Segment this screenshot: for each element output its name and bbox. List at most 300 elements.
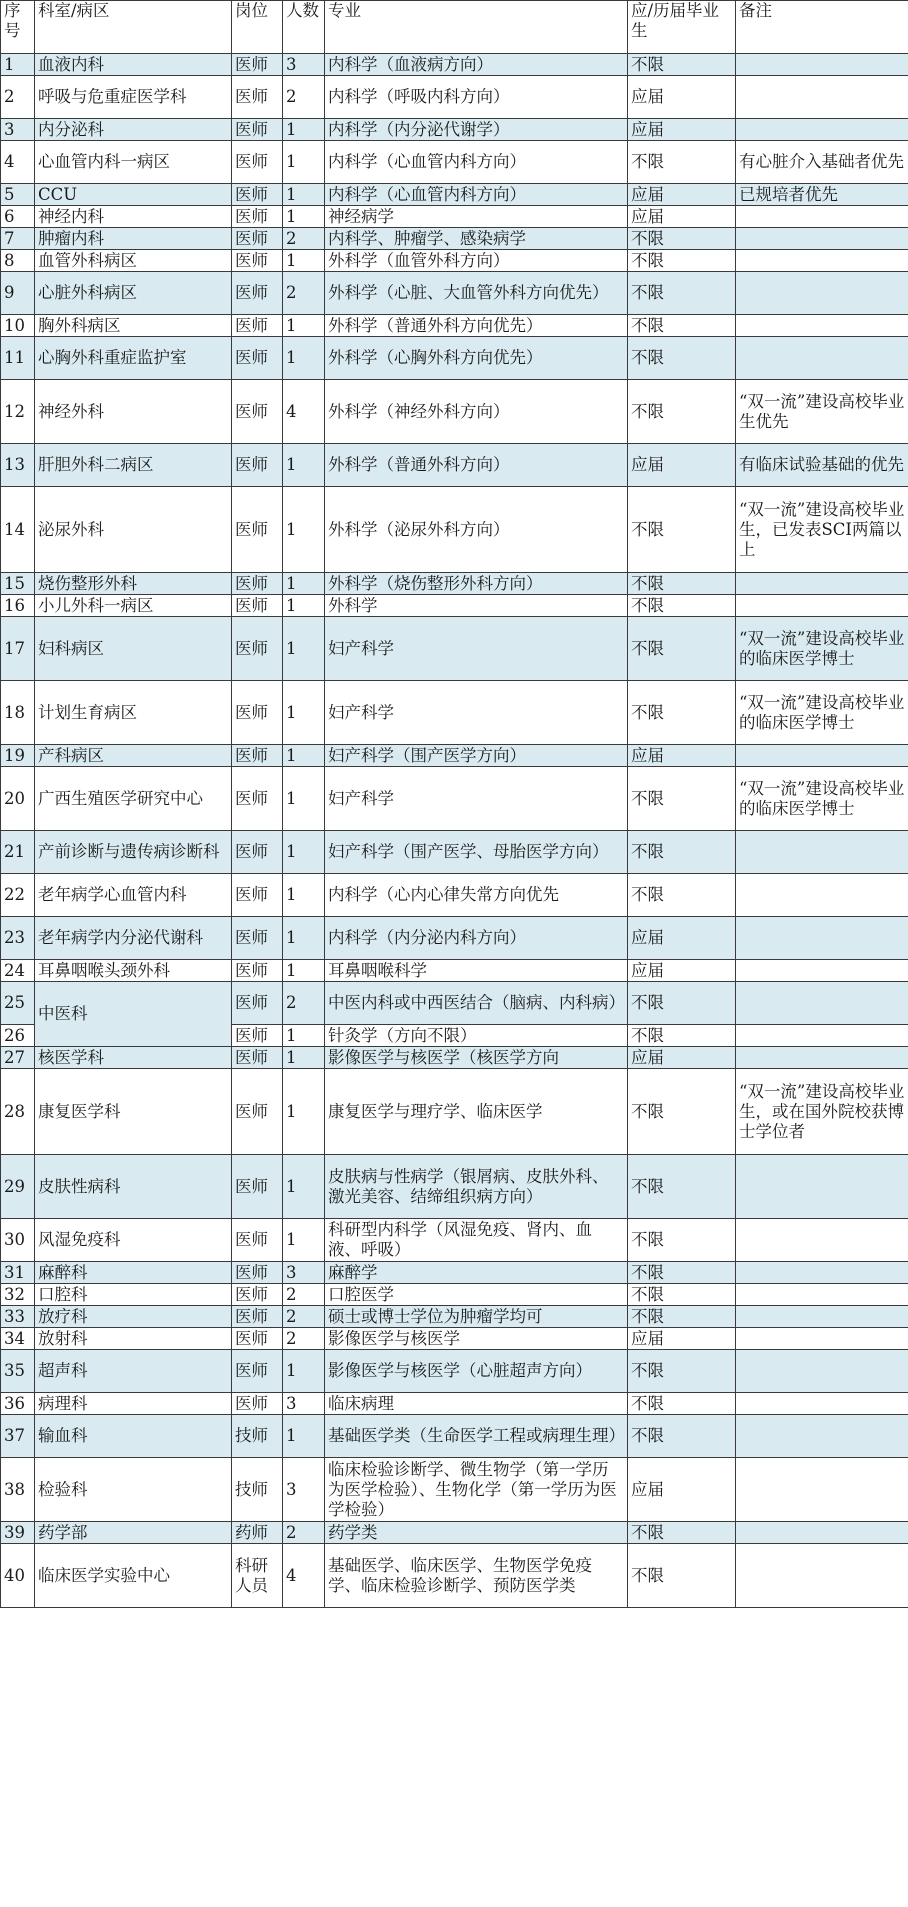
cell-note — [736, 1047, 908, 1069]
cell-note: “双一流”建设高校毕业的临床医学博士 — [736, 617, 908, 681]
cell-count: 3 — [283, 1393, 325, 1415]
table-row — [1, 1262, 908, 1284]
cell-grad: 不限 — [628, 228, 736, 250]
cell-seq: 7 — [1, 228, 35, 250]
cell-post: 医师 — [232, 206, 283, 228]
cell-seq: 36 — [1, 1393, 35, 1415]
cell-count: 2 — [283, 228, 325, 250]
cell-post: 药师 — [232, 1522, 283, 1544]
cell-note — [736, 1522, 908, 1544]
cell-post: 医师 — [232, 1219, 283, 1262]
cell-seq: 2 — [1, 76, 35, 119]
header-count: 人数 — [283, 1, 325, 54]
cell-post: 医师 — [232, 1047, 283, 1069]
cell-count: 1 — [283, 184, 325, 206]
cell-grad: 不限 — [628, 250, 736, 272]
cell-count: 1 — [283, 1415, 325, 1458]
cell-grad: 不限 — [628, 1544, 736, 1608]
table-row — [1, 1328, 908, 1350]
cell-post: 医师 — [232, 1069, 283, 1155]
cell-count: 3 — [283, 54, 325, 76]
cell-note — [736, 1393, 908, 1415]
cell-count: 1 — [283, 1047, 325, 1069]
cell-dept: 血液内科 — [35, 54, 232, 76]
cell-grad: 不限 — [628, 1350, 736, 1393]
cell-note: 已规培者优先 — [736, 184, 908, 206]
cell-note: “双一流”建设高校毕业生，已发表SCI两篇以上 — [736, 487, 908, 573]
cell-note — [736, 119, 908, 141]
cell-grad: 应届 — [628, 444, 736, 487]
cell-count: 1 — [283, 1219, 325, 1262]
cell-grad: 不限 — [628, 1069, 736, 1155]
cell-note — [736, 595, 908, 617]
cell-count: 1 — [283, 917, 325, 960]
table-row — [1, 337, 908, 380]
cell-grad: 不限 — [628, 1262, 736, 1284]
table-row — [1, 119, 908, 141]
cell-grad: 不限 — [628, 573, 736, 595]
cell-dept: 核医学科 — [35, 1047, 232, 1069]
cell-dept: 口腔科 — [35, 1284, 232, 1306]
cell-seq: 24 — [1, 960, 35, 982]
cell-major: 内科学（内分泌内科方向） — [325, 917, 628, 960]
table-row — [1, 380, 908, 444]
cell-seq: 22 — [1, 874, 35, 917]
cell-count: 1 — [283, 337, 325, 380]
cell-dept: 耳鼻咽喉头颈外科 — [35, 960, 232, 982]
cell-dept: 广西生殖医学研究中心 — [35, 767, 232, 831]
cell-major: 外科学（泌尿外科方向） — [325, 487, 628, 573]
table-row — [1, 1393, 908, 1415]
cell-count: 2 — [283, 272, 325, 315]
cell-post: 医师 — [232, 1284, 283, 1306]
header-grad: 应/历届毕业生 — [628, 1, 736, 54]
cell-post: 医师 — [232, 617, 283, 681]
cell-major: 内科学（内分泌代谢学） — [325, 119, 628, 141]
cell-post: 技师 — [232, 1415, 283, 1458]
cell-major: 外科学（心胸外科方向优先） — [325, 337, 628, 380]
cell-dept: 心胸外科重症监护室 — [35, 337, 232, 380]
cell-count: 1 — [283, 119, 325, 141]
cell-dept: 风湿免疫科 — [35, 1219, 232, 1262]
cell-dept: 临床医学实验中心 — [35, 1544, 232, 1608]
cell-dept: 康复医学科 — [35, 1069, 232, 1155]
table-row — [1, 228, 908, 250]
cell-note — [736, 1155, 908, 1219]
cell-note — [736, 1544, 908, 1608]
cell-dept: 肿瘤内科 — [35, 228, 232, 250]
cell-note — [736, 831, 908, 874]
cell-major: 影像医学与核医学（核医学方向 — [325, 1047, 628, 1069]
cell-major: 中医内科或中西医结合（脑病、内科病） — [325, 982, 628, 1025]
cell-dept: 神经外科 — [35, 380, 232, 444]
table-row — [1, 54, 908, 76]
cell-note — [736, 960, 908, 982]
cell-major: 内科学、肿瘤学、感染病学 — [325, 228, 628, 250]
table-row — [1, 982, 908, 1025]
cell-grad: 不限 — [628, 617, 736, 681]
cell-major: 临床病理 — [325, 1393, 628, 1415]
cell-dept: CCU — [35, 184, 232, 206]
cell-major: 外科学（神经外科方向） — [325, 380, 628, 444]
cell-dept: 小儿外科一病区 — [35, 595, 232, 617]
cell-dept: 胸外科病区 — [35, 315, 232, 337]
cell-grad: 不限 — [628, 337, 736, 380]
cell-seq: 12 — [1, 380, 35, 444]
cell-note — [736, 1415, 908, 1458]
cell-seq: 27 — [1, 1047, 35, 1069]
cell-count: 1 — [283, 487, 325, 573]
cell-post: 医师 — [232, 595, 283, 617]
cell-grad: 应届 — [628, 76, 736, 119]
cell-seq: 31 — [1, 1262, 35, 1284]
table-row — [1, 444, 908, 487]
cell-dept: 老年病学内分泌代谢科 — [35, 917, 232, 960]
cell-note — [736, 982, 908, 1025]
cell-note — [736, 250, 908, 272]
cell-seq: 4 — [1, 141, 35, 184]
cell-grad: 应届 — [628, 119, 736, 141]
cell-count: 2 — [283, 76, 325, 119]
cell-major: 皮肤病与性病学（银屑病、皮肤外科、激光美容、结缔组织病方向） — [325, 1155, 628, 1219]
cell-grad: 不限 — [628, 380, 736, 444]
cell-dept: 妇科病区 — [35, 617, 232, 681]
table-row — [1, 1069, 908, 1155]
table-row — [1, 250, 908, 272]
cell-grad: 不限 — [628, 487, 736, 573]
cell-grad: 应届 — [628, 745, 736, 767]
cell-grad: 不限 — [628, 315, 736, 337]
cell-major: 耳鼻咽喉科学 — [325, 960, 628, 982]
cell-grad: 不限 — [628, 1219, 736, 1262]
cell-count: 1 — [283, 874, 325, 917]
cell-note — [736, 272, 908, 315]
header-seq: 序号 — [1, 1, 35, 54]
table-row — [1, 141, 908, 184]
table-row — [1, 874, 908, 917]
header-post: 岗位 — [232, 1, 283, 54]
cell-grad: 不限 — [628, 874, 736, 917]
cell-dept: 计划生育病区 — [35, 681, 232, 745]
cell-note: “双一流”建设高校毕业的临床医学博士 — [736, 681, 908, 745]
cell-post: 医师 — [232, 831, 283, 874]
cell-grad: 应届 — [628, 1458, 736, 1522]
cell-seq: 18 — [1, 681, 35, 745]
cell-major: 妇产科学 — [325, 617, 628, 681]
cell-note — [736, 1262, 908, 1284]
cell-note — [736, 874, 908, 917]
cell-grad: 不限 — [628, 1025, 736, 1047]
cell-seq: 33 — [1, 1306, 35, 1328]
cell-post: 医师 — [232, 1306, 283, 1328]
cell-seq: 25 — [1, 982, 35, 1025]
cell-major: 口腔医学 — [325, 1284, 628, 1306]
table-row — [1, 1306, 908, 1328]
header-row — [1, 1, 908, 54]
table-row — [1, 1522, 908, 1544]
cell-count: 1 — [283, 1069, 325, 1155]
cell-note — [736, 917, 908, 960]
cell-seq: 6 — [1, 206, 35, 228]
cell-major: 外科学（血管外科方向） — [325, 250, 628, 272]
cell-count: 2 — [283, 1522, 325, 1544]
cell-count: 1 — [283, 206, 325, 228]
table-row — [1, 487, 908, 573]
cell-major: 康复医学与理疗学、临床医学 — [325, 1069, 628, 1155]
cell-post: 医师 — [232, 681, 283, 745]
cell-dept: 呼吸与危重症医学科 — [35, 76, 232, 119]
cell-grad: 应届 — [628, 1328, 736, 1350]
table-row — [1, 573, 908, 595]
cell-dept: 血管外科病区 — [35, 250, 232, 272]
cell-count: 1 — [283, 315, 325, 337]
cell-count: 2 — [283, 982, 325, 1025]
cell-count: 1 — [283, 141, 325, 184]
cell-grad: 应届 — [628, 1047, 736, 1069]
cell-note: “双一流”建设高校毕业生优先 — [736, 380, 908, 444]
cell-dept: 放射科 — [35, 1328, 232, 1350]
cell-count: 4 — [283, 1544, 325, 1608]
cell-major: 硕士或博士学位为肿瘤学均可 — [325, 1306, 628, 1328]
cell-dept: 老年病学心血管内科 — [35, 874, 232, 917]
cell-post: 技师 — [232, 1458, 283, 1522]
cell-count: 1 — [283, 960, 325, 982]
cell-dept: 肝胆外科二病区 — [35, 444, 232, 487]
cell-grad: 应届 — [628, 917, 736, 960]
cell-post: 医师 — [232, 874, 283, 917]
cell-note — [736, 337, 908, 380]
cell-seq: 1 — [1, 54, 35, 76]
table-row — [1, 960, 908, 982]
cell-count: 2 — [283, 1284, 325, 1306]
cell-note — [736, 1328, 908, 1350]
cell-post: 医师 — [232, 228, 283, 250]
table-row — [1, 595, 908, 617]
cell-seq: 11 — [1, 337, 35, 380]
cell-grad: 不限 — [628, 681, 736, 745]
table-row — [1, 681, 908, 745]
cell-post: 医师 — [232, 1328, 283, 1350]
cell-post: 医师 — [232, 184, 283, 206]
cell-post: 医师 — [232, 315, 283, 337]
table-row — [1, 315, 908, 337]
cell-note — [736, 1284, 908, 1306]
cell-post: 医师 — [232, 54, 283, 76]
cell-dept: 超声科 — [35, 1350, 232, 1393]
cell-seq: 38 — [1, 1458, 35, 1522]
table-row — [1, 917, 908, 960]
cell-post: 医师 — [232, 1393, 283, 1415]
cell-major: 针灸学（方向不限） — [325, 1025, 628, 1047]
cell-seq: 29 — [1, 1155, 35, 1219]
cell-post: 科研人员 — [232, 1544, 283, 1608]
cell-dept: 烧伤整形外科 — [35, 573, 232, 595]
cell-post: 医师 — [232, 745, 283, 767]
table-row — [1, 1350, 908, 1393]
cell-seq: 14 — [1, 487, 35, 573]
cell-post: 医师 — [232, 119, 283, 141]
cell-seq: 23 — [1, 917, 35, 960]
cell-seq: 26 — [1, 1025, 35, 1047]
cell-seq: 5 — [1, 184, 35, 206]
cell-count: 1 — [283, 1025, 325, 1047]
cell-count: 1 — [283, 1350, 325, 1393]
cell-grad: 应届 — [628, 184, 736, 206]
cell-dept: 心脏外科病区 — [35, 272, 232, 315]
cell-major: 外科学（普通外科方向） — [325, 444, 628, 487]
cell-count: 4 — [283, 380, 325, 444]
cell-dept: 产前诊断与遗传病诊断科 — [35, 831, 232, 874]
cell-dept: 心血管内科一病区 — [35, 141, 232, 184]
cell-seq: 9 — [1, 272, 35, 315]
table-row — [1, 831, 908, 874]
cell-note — [736, 745, 908, 767]
table-row — [1, 184, 908, 206]
cell-grad: 不限 — [628, 1155, 736, 1219]
cell-major: 神经病学 — [325, 206, 628, 228]
cell-dept: 泌尿外科 — [35, 487, 232, 573]
cell-seq: 28 — [1, 1069, 35, 1155]
cell-major: 妇产科学 — [325, 767, 628, 831]
header-note: 备注 — [736, 1, 908, 54]
cell-dept: 检验科 — [35, 1458, 232, 1522]
cell-count: 1 — [283, 767, 325, 831]
cell-count: 1 — [283, 831, 325, 874]
cell-major: 外科学（烧伤整形外科方向） — [325, 573, 628, 595]
cell-major: 影像医学与核医学（心脏超声方向） — [325, 1350, 628, 1393]
table-row — [1, 1284, 908, 1306]
cell-seq: 21 — [1, 831, 35, 874]
cell-count: 1 — [283, 681, 325, 745]
cell-post: 医师 — [232, 250, 283, 272]
cell-count: 1 — [283, 444, 325, 487]
cell-dept: 皮肤性病科 — [35, 1155, 232, 1219]
cell-grad: 不限 — [628, 141, 736, 184]
cell-count: 1 — [283, 250, 325, 272]
cell-grad: 不限 — [628, 1284, 736, 1306]
cell-major: 内科学（呼吸内科方向） — [325, 76, 628, 119]
cell-count: 1 — [283, 573, 325, 595]
cell-note — [736, 315, 908, 337]
table-row — [1, 1047, 908, 1069]
cell-grad: 不限 — [628, 1306, 736, 1328]
cell-post: 医师 — [232, 337, 283, 380]
cell-post: 医师 — [232, 1155, 283, 1219]
table-row — [1, 1155, 908, 1219]
cell-count: 2 — [283, 1328, 325, 1350]
cell-grad: 不限 — [628, 595, 736, 617]
cell-seq: 30 — [1, 1219, 35, 1262]
cell-count: 1 — [283, 745, 325, 767]
cell-major: 内科学（心血管内科方向） — [325, 184, 628, 206]
cell-major: 内科学（心内心律失常方向优先 — [325, 874, 628, 917]
cell-note — [736, 1025, 908, 1047]
cell-note — [736, 228, 908, 250]
cell-note: 有临床试验基础的优先 — [736, 444, 908, 487]
cell-major: 麻醉学 — [325, 1262, 628, 1284]
cell-major: 影像医学与核医学 — [325, 1328, 628, 1350]
cell-post: 医师 — [232, 767, 283, 831]
cell-grad: 不限 — [628, 767, 736, 831]
cell-count: 2 — [283, 1306, 325, 1328]
cell-post: 医师 — [232, 917, 283, 960]
cell-seq: 40 — [1, 1544, 35, 1608]
cell-major: 基础医学类（生命医学工程或病理生理） — [325, 1415, 628, 1458]
cell-major: 科研型内科学（风湿免疫、肾内、血液、呼吸） — [325, 1219, 628, 1262]
table-row — [1, 1458, 908, 1522]
cell-major: 外科学 — [325, 595, 628, 617]
table-row — [1, 76, 908, 119]
cell-dept: 病理科 — [35, 1393, 232, 1415]
cell-post: 医师 — [232, 380, 283, 444]
cell-note — [736, 1306, 908, 1328]
cell-grad: 不限 — [628, 1393, 736, 1415]
cell-grad: 不限 — [628, 1522, 736, 1544]
cell-seq: 8 — [1, 250, 35, 272]
cell-grad: 不限 — [628, 54, 736, 76]
cell-dept: 输血科 — [35, 1415, 232, 1458]
cell-post: 医师 — [232, 573, 283, 595]
cell-note: “双一流”建设高校毕业生，或在国外院校获博士学位者 — [736, 1069, 908, 1155]
cell-count: 3 — [283, 1458, 325, 1522]
cell-dept: 产科病区 — [35, 745, 232, 767]
cell-post: 医师 — [232, 272, 283, 315]
cell-seq: 37 — [1, 1415, 35, 1458]
cell-seq: 13 — [1, 444, 35, 487]
cell-major: 内科学（心血管内科方向） — [325, 141, 628, 184]
cell-seq: 16 — [1, 595, 35, 617]
cell-major: 内科学（血液病方向） — [325, 54, 628, 76]
cell-note: 有心脏介入基础者优先 — [736, 141, 908, 184]
cell-major: 药学类 — [325, 1522, 628, 1544]
cell-major: 基础医学、临床医学、生物医学免疫学、临床检验诊断学、预防医学类 — [325, 1544, 628, 1608]
cell-note — [736, 54, 908, 76]
table-row — [1, 617, 908, 681]
cell-major: 妇产科学 — [325, 681, 628, 745]
cell-post: 医师 — [232, 76, 283, 119]
cell-seq: 3 — [1, 119, 35, 141]
table-row — [1, 1219, 908, 1262]
cell-note — [736, 1458, 908, 1522]
cell-major: 妇产科学（围产医学、母胎医学方向） — [325, 831, 628, 874]
cell-post: 医师 — [232, 487, 283, 573]
cell-seq: 32 — [1, 1284, 35, 1306]
cell-post: 医师 — [232, 141, 283, 184]
cell-post: 医师 — [232, 1350, 283, 1393]
cell-post: 医师 — [232, 982, 283, 1025]
table-row — [1, 206, 908, 228]
cell-seq: 20 — [1, 767, 35, 831]
cell-post: 医师 — [232, 960, 283, 982]
cell-dept: 放疗科 — [35, 1306, 232, 1328]
table-row — [1, 745, 908, 767]
table-row — [1, 767, 908, 831]
cell-seq: 10 — [1, 315, 35, 337]
cell-grad: 不限 — [628, 272, 736, 315]
cell-dept: 神经内科 — [35, 206, 232, 228]
cell-grad: 不限 — [628, 1415, 736, 1458]
cell-dept: 中医科 — [35, 982, 232, 1047]
table-row — [1, 1415, 908, 1458]
header-dept: 科室/病区 — [35, 1, 232, 54]
cell-post: 医师 — [232, 1262, 283, 1284]
cell-count: 1 — [283, 595, 325, 617]
cell-count: 1 — [283, 617, 325, 681]
cell-note — [736, 1219, 908, 1262]
cell-grad: 应届 — [628, 960, 736, 982]
cell-note — [736, 206, 908, 228]
cell-seq: 19 — [1, 745, 35, 767]
